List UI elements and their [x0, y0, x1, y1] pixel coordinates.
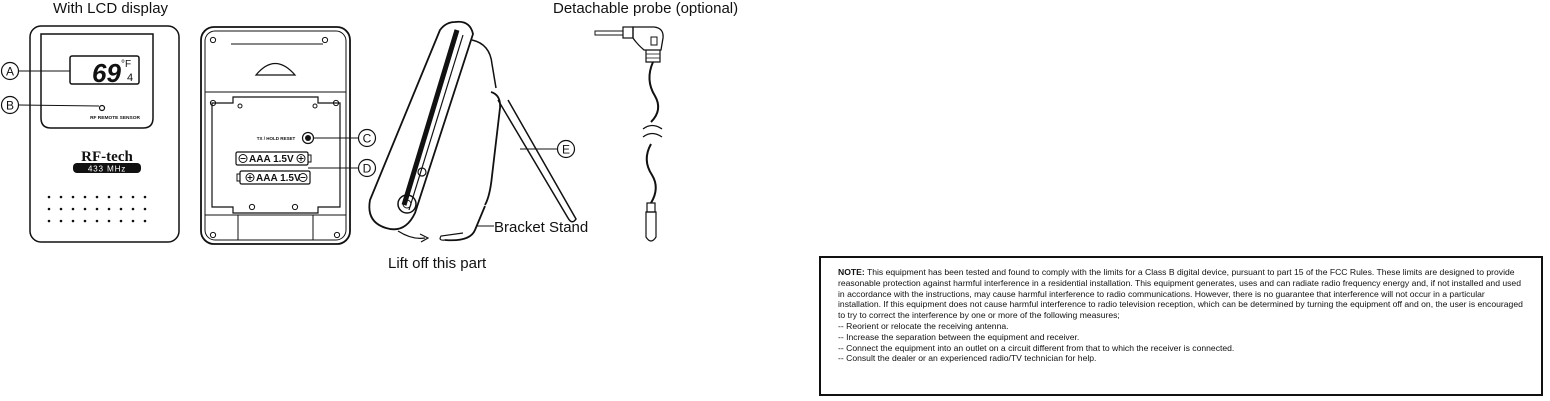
battery-1-label: AAA 1.5V: [249, 154, 294, 165]
measure-item: -- Reorient or relocate the receiving antenna.: [838, 320, 1009, 331]
callout-d: D: [362, 161, 372, 176]
lift-off-label: Lift off this part: [388, 255, 487, 272]
fcc-note-paragraph: [838, 267, 1527, 321]
callout-c: C: [362, 131, 372, 146]
probe-title: Detachable probe (optional): [553, 0, 739, 17]
brand-logo: RF-tech: [81, 149, 133, 165]
lcd-reading: 69: [92, 58, 121, 88]
callout-b: B: [5, 98, 15, 113]
measure-item: -- Connect the equipment into an outlet on a circuit different from that to which the receiver is connected.: [838, 342, 1235, 353]
reset-label: TX / HOLD RESET: [256, 136, 296, 141]
frequency-badge: 433 MHz: [87, 164, 127, 174]
fcc-note-box: [819, 256, 1543, 396]
front-view-text: [6, 58, 140, 173]
measure-item: -- Increase the separation between the equipment and receiver.: [838, 331, 1080, 342]
probe-illustration: [595, 27, 663, 241]
callout-a: A: [5, 64, 15, 79]
battery-2-label: AAA 1.5V: [256, 173, 301, 184]
lcd-channel: 4: [127, 72, 134, 84]
front-view-sensor: [2, 26, 180, 242]
bracket-stand-label: Bracket Stand: [494, 219, 589, 236]
note-heading: NOTE:: [838, 267, 865, 277]
front-view-title: With LCD display: [53, 0, 169, 17]
lcd-unit: °F: [121, 59, 132, 70]
measure-item: -- Consult the dealer or an experienced radio/TV technician for help.: [838, 353, 1097, 364]
sensor-label: RF REMOTE SENSOR: [90, 116, 140, 121]
note-body: This equipment has been tested and found to comply with the limits for a Class B digital device, pursuant to part 15 of the FCC Rules. These limits are designed to provide reasonable protection against harmful interference in a residential installation. This equipment generates, uses and can radiate radio frequency energy and, if not installed and used in accordance with the instructions, may cause harmful interference to radio communications. However, there is no guarantee that interference will not occur in a particular installation. If this equipment does not cause harmful interference to radio television reception, which can be determined by turning the equipment off and on, the user is encouraged to try to correct the interference by one or more of the following measures;: [838, 267, 1523, 321]
measures-list: [838, 321, 1527, 364]
side-view-sensor: [369, 22, 576, 242]
callout-e: E: [561, 142, 571, 157]
